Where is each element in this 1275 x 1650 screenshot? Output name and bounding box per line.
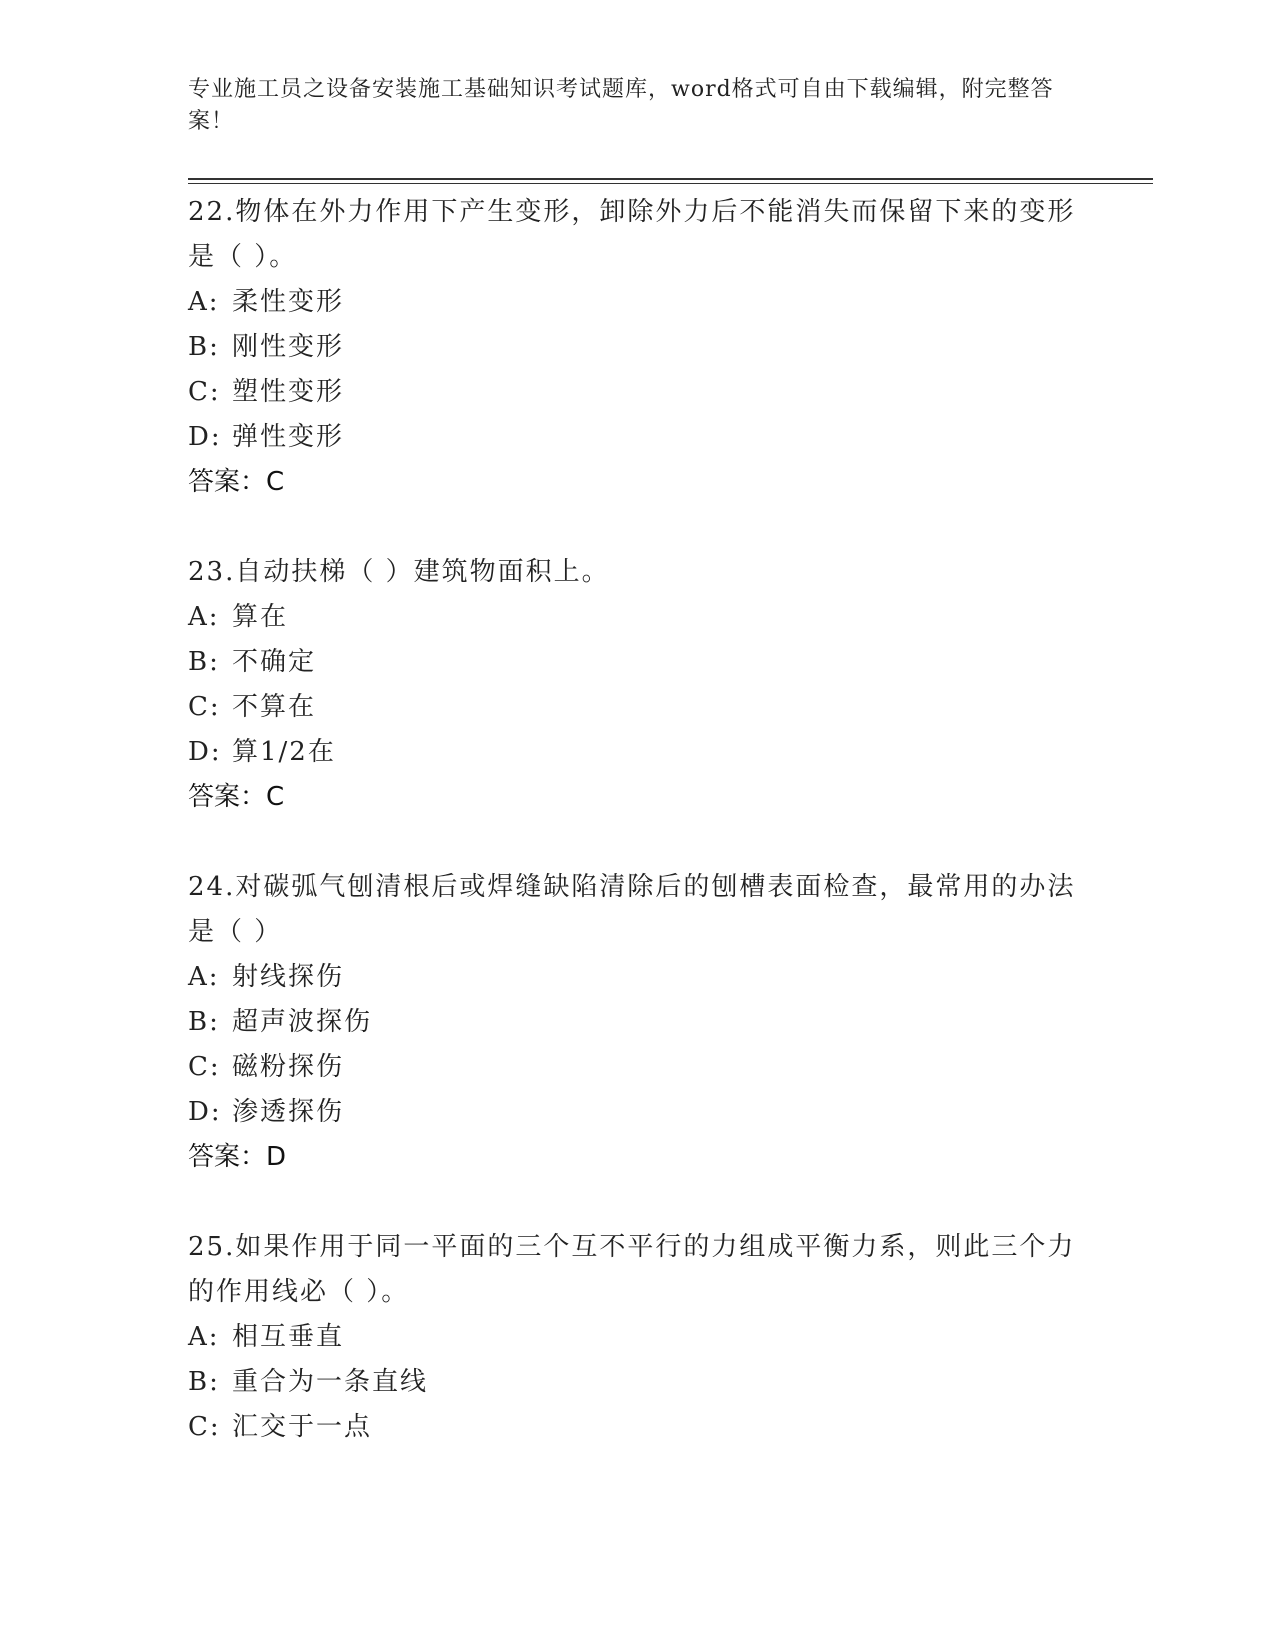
question-text: 22.物体在外力作用下产生变形，卸除外力后不能消失而保留下来的变形是（ ）。 <box>188 197 1076 272</box>
option-b <box>188 1000 1088 1045</box>
option-text: 刚性变形 <box>232 332 345 362</box>
option-text: 磁粉探伤 <box>232 1052 345 1082</box>
option-text: 超声波探伤 <box>232 1007 373 1037</box>
option-c <box>188 1045 1088 1090</box>
question-list <box>188 190 1088 1495</box>
option-key: A: <box>188 962 220 992</box>
option-key: C: <box>188 377 221 407</box>
option-key: A: <box>188 287 220 317</box>
option-b <box>188 325 1088 370</box>
option-b <box>188 1360 1088 1405</box>
question-25 <box>188 1225 1088 1450</box>
option-b <box>188 640 1088 685</box>
question-22 <box>188 190 1088 505</box>
option-a <box>188 1315 1088 1360</box>
option-key: A: <box>188 602 220 632</box>
question-text: 25.如果作用于同一平面的三个互不平行的力组成平衡力系，则此三个力的作用线必（ ）。 <box>188 1232 1076 1307</box>
header-divider-thick <box>188 178 1153 180</box>
option-text: 不确定 <box>232 647 317 677</box>
option-text: 汇交于一点 <box>232 1412 373 1442</box>
option-key: C: <box>188 692 221 722</box>
option-a <box>188 280 1088 325</box>
option-text: 柔性变形 <box>232 287 345 317</box>
question-text: 24.对碳弧气刨清根后或焊缝缺陷清除后的刨槽表面检查，最常用的办法是（ ） <box>188 872 1076 947</box>
option-text: 算在 <box>232 602 289 632</box>
header-divider-thin <box>188 183 1153 184</box>
option-d <box>188 415 1088 460</box>
document-header: 专业施工员之设备安装施工基础知识考试题库，word格式可自由下载编辑，附完整答案！ <box>188 77 1054 134</box>
option-key: D: <box>188 422 222 452</box>
option-a <box>188 955 1088 1000</box>
option-key: A: <box>188 1322 220 1352</box>
option-text: 弹性变形 <box>232 422 345 452</box>
option-text: 塑性变形 <box>232 377 345 407</box>
option-key: C: <box>188 1412 221 1442</box>
option-text: 射线探伤 <box>232 962 345 992</box>
option-text: 渗透探伤 <box>232 1097 345 1127</box>
option-key: B: <box>188 332 220 362</box>
option-text: 算1/2在 <box>232 737 336 767</box>
option-key: B: <box>188 1007 220 1037</box>
question-23 <box>188 550 1088 820</box>
answer-line: 答案：C <box>188 467 285 497</box>
option-c <box>188 370 1088 415</box>
option-c <box>188 1405 1088 1450</box>
question-24 <box>188 865 1088 1180</box>
option-text: 相互垂直 <box>232 1322 345 1352</box>
option-key: C: <box>188 1052 221 1082</box>
answer-line: 答案：D <box>188 1142 287 1172</box>
option-text: 重合为一条直线 <box>232 1367 429 1397</box>
option-c <box>188 685 1088 730</box>
option-d <box>188 1090 1088 1135</box>
option-key: D: <box>188 1097 222 1127</box>
option-key: B: <box>188 1367 220 1397</box>
option-d <box>188 730 1088 775</box>
option-key: B: <box>188 647 220 677</box>
option-key: D: <box>188 737 222 767</box>
answer-line: 答案：C <box>188 782 285 812</box>
question-text: 23.自动扶梯（ ）建筑物面积上。 <box>188 557 610 587</box>
option-a <box>188 595 1088 640</box>
option-text: 不算在 <box>232 692 317 722</box>
